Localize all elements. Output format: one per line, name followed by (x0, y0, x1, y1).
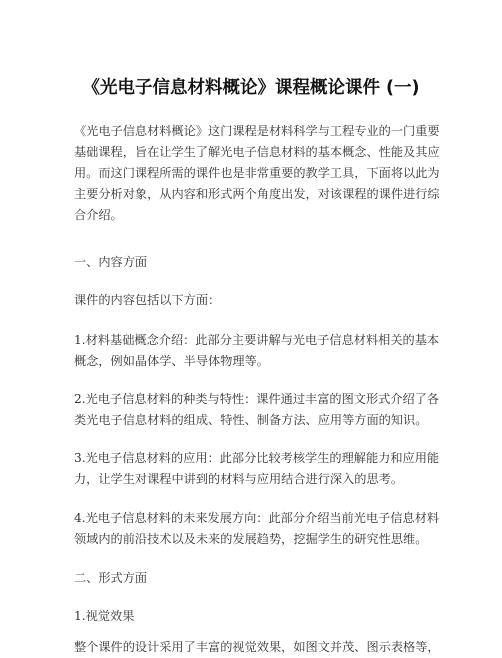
list-item-1-line-2: 概念，例如晶体学、半导体物理等。 (74, 354, 269, 368)
list-item-2-line-1: 2.光电子信息材料的种类与特性：课件通过丰富的图文形式介绍了各 (74, 392, 440, 406)
section-1-lead-text: 课件的内容包括以下方面： (74, 293, 221, 307)
intro-paragraph (74, 121, 440, 226)
section-2-heading-text: 二、形式方面 (74, 571, 148, 585)
list-item-1-line-1: 1.材料基础概念介绍：此部分主要讲解与光电子信息材料相关的基本 (74, 333, 440, 347)
visual-effect-line-1: 整个课件的设计采用了丰富的视觉效果，如图文并茂、图示表格等， (74, 640, 440, 654)
intro-line-1: 《光电子信息材料概论》这门课程是材料科学与工程专业的一门重要 (74, 124, 440, 138)
list-item-2-line-2: 类光电子信息材料的组成、特性、制备方法、应用等方面的知识。 (74, 413, 428, 427)
list-item-3 (74, 448, 440, 490)
subsection-1-heading-text: 1.视觉效果 (74, 609, 135, 623)
section-1-heading-text: 一、内容方面 (74, 255, 148, 269)
subsection-1-heading (74, 606, 436, 627)
intro-line-5: 合介绍。 (74, 208, 123, 222)
section-2-heading (74, 568, 436, 589)
visual-effect-paragraph (74, 637, 440, 658)
section-1-heading (74, 252, 436, 273)
document-title: 《光电子信息材料概论》课程概论课件 (一) (82, 78, 420, 98)
list-item-2 (74, 389, 440, 431)
intro-line-2: 基础课程，旨在让学生了解光电子信息材料的基本概念、性能及其应 (74, 145, 440, 159)
list-item-4 (74, 508, 440, 550)
intro-line-4: 主要分析对象，从内容和形式两个角度出发，对该课程的课件进行综 (74, 187, 440, 201)
list-item-4-line-2: 领域内的前沿技术以及未来的发展趋势，挖掘学生的研究性思维。 (74, 532, 428, 546)
list-item-4-line-1: 4.光电子信息材料的未来发展方向：此部分介绍当前光电子信息材料 (74, 511, 440, 525)
list-item-3-line-2: 力，让学生对课程中讲到的材料与应用结合进行深入的思考。 (74, 472, 404, 486)
list-item-1 (74, 330, 440, 372)
intro-line-3: 用。而这门课程所需的课件也是非常重要的教学工具，下面将以此为 (74, 166, 440, 180)
section-1-lead (74, 290, 436, 311)
list-item-3-line-1: 3.光电子信息材料的应用：此部分比较考核学生的理解能力和应用能 (74, 451, 440, 465)
